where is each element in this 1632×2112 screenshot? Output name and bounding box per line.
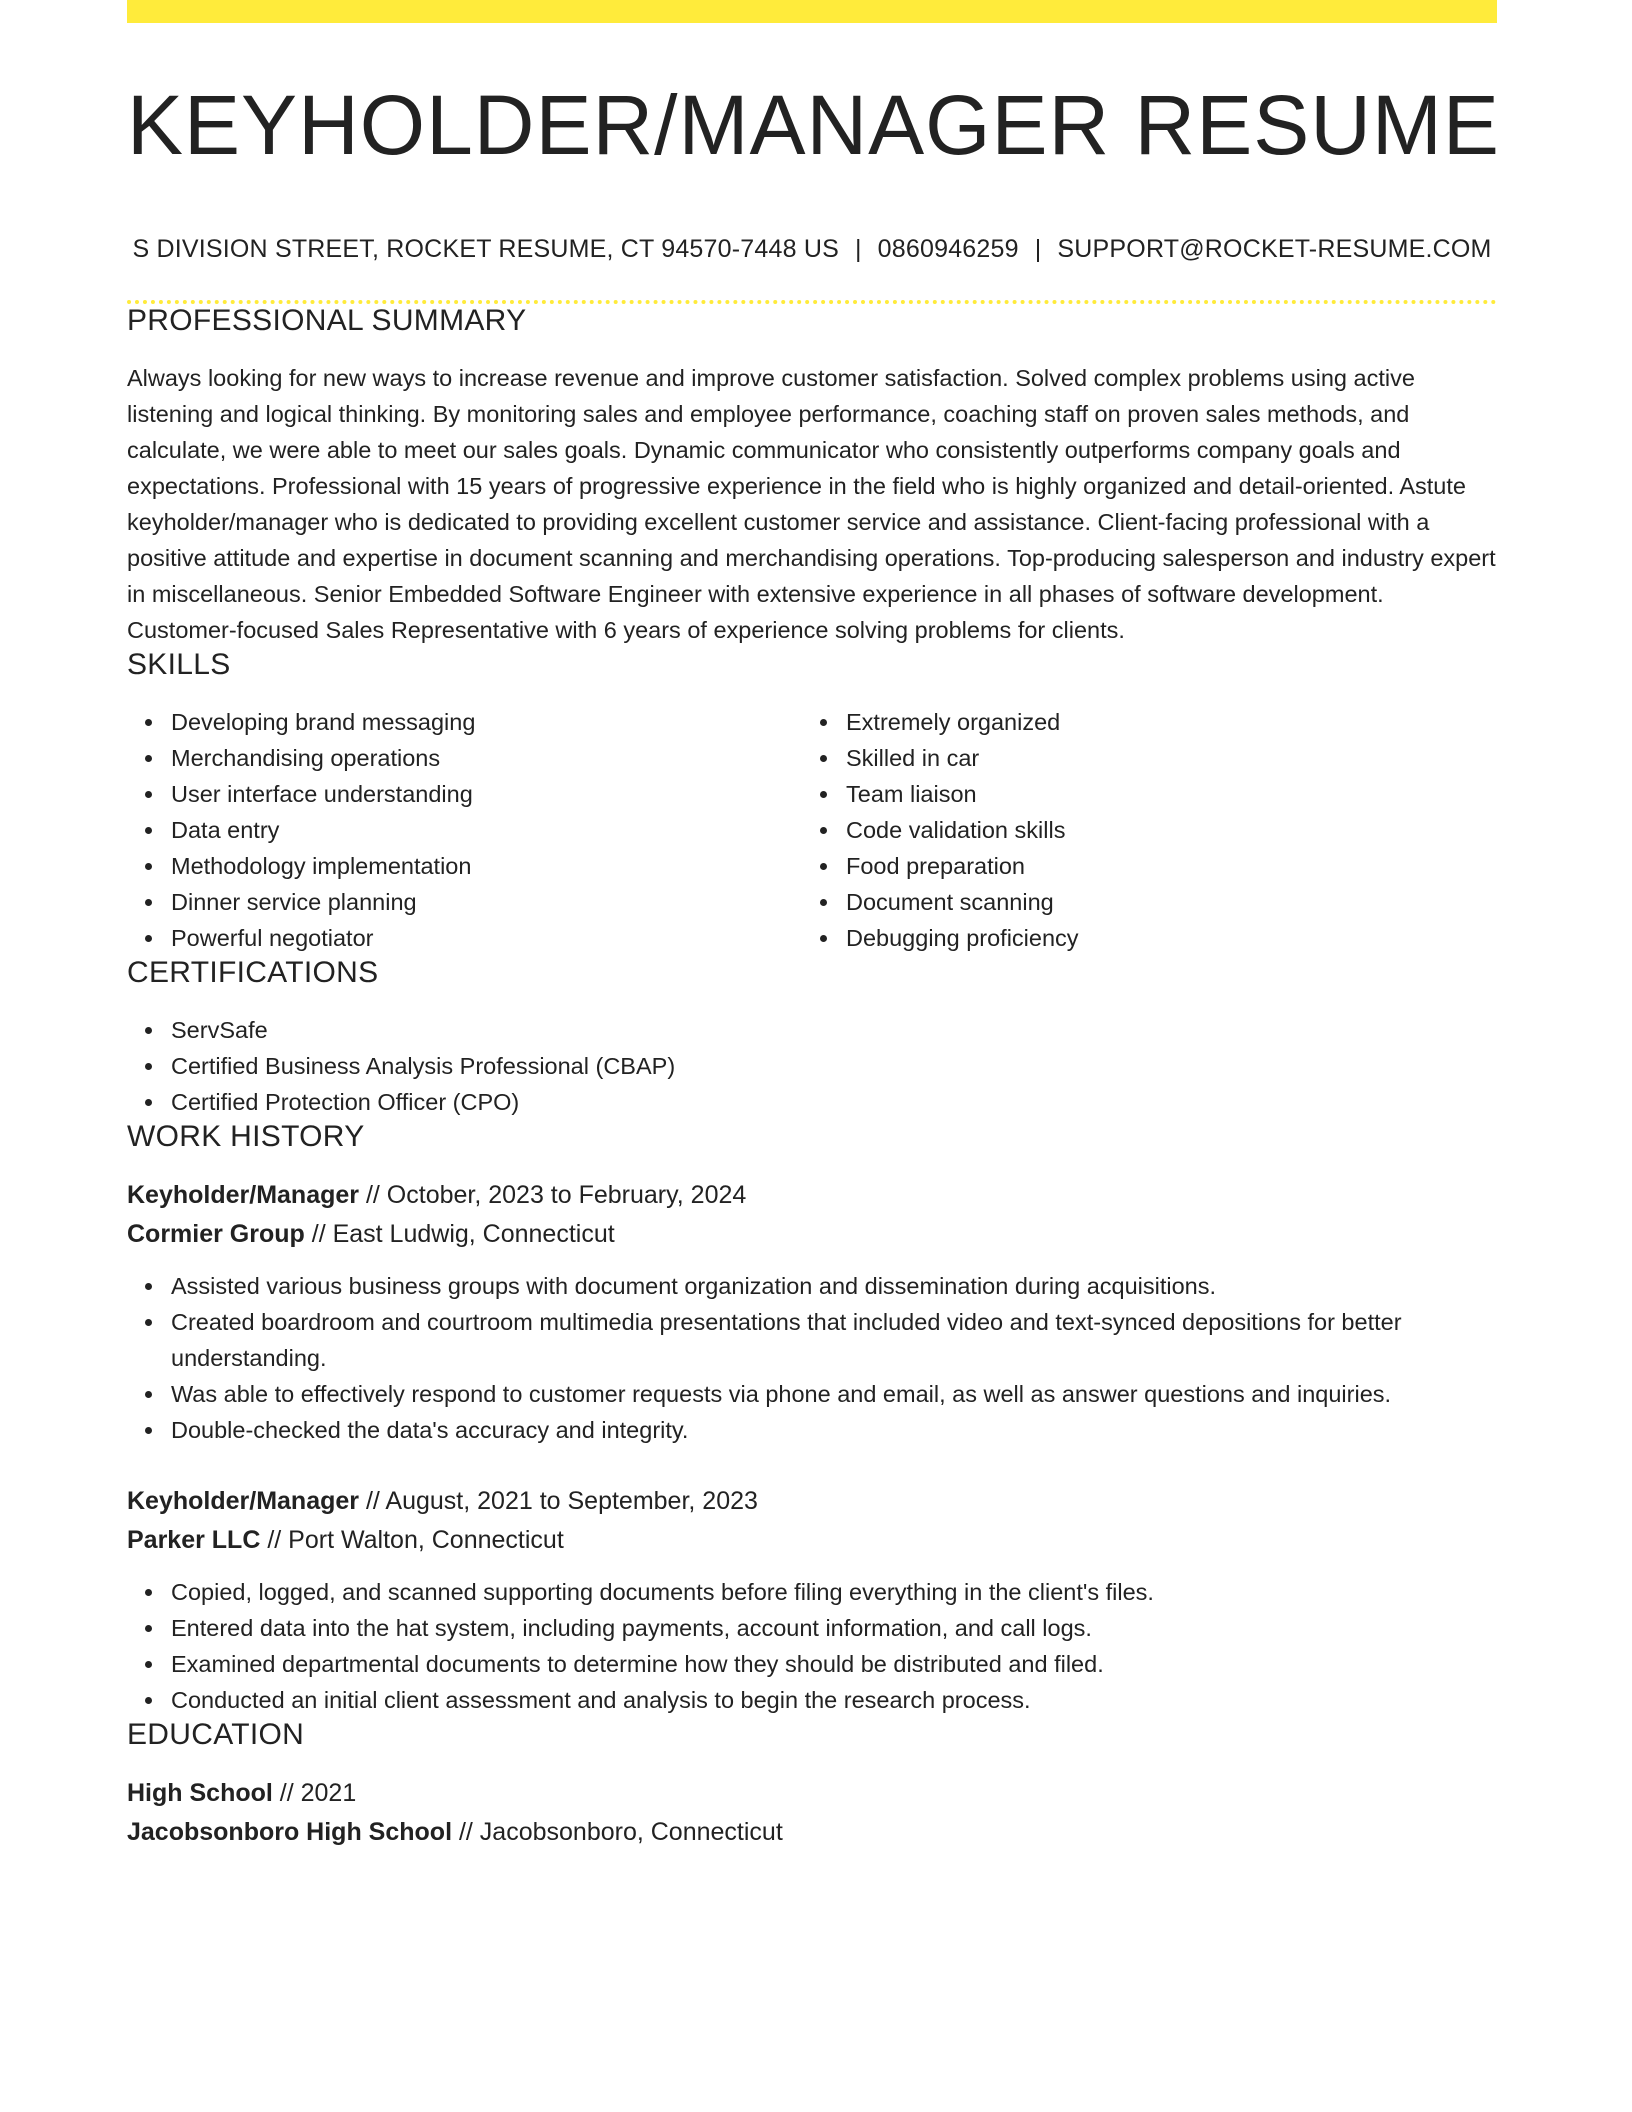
education-degree-line [127,1774,1497,1813]
summary-text: Always looking for new ways to increase revenue and improve customer satisfaction. Solved complex problems using active listening and logical thinking. By monitoring sales and employee performance, coaching staff on proven sales methods, and calculate, we were able to meet our sales goals. Dynamic communicator who consistently outperforms company goals and expectations. Professional with 15 years of progressive experience in the field who is highly organized and detail-oriented. Astute keyholder/manager who is dedicated to providing excellent customer service and assistance. Client-facing professional with a positive attitude and expertise in document scanning and merchandising operations. Top-producing salesperson and industry expert in miscellaneous. Senior Embedded Software Engineer with extensive experience in all phases of software development. Customer-focused Sales Representative with 6 years of experience solving problems for clients. [127,365,1496,643]
accent-bar [127,0,1497,23]
contact-separator: | [1034,235,1042,263]
skills-list-right [802,704,1477,956]
summary-heading: PROFESSIONAL SUMMARY [127,304,527,337]
education-location: // Jacobsonboro, Connecticut [452,1818,783,1846]
education-school: Jacobsonboro High School [127,1818,453,1846]
education-heading: EDUCATION [127,1718,305,1751]
contact-separator: | [854,235,862,263]
job-duty: Double-checked the data's accuracy and integrity. [171,1412,1497,1448]
job-duties-list [127,1574,1497,1718]
skills-heading: SKILLS [127,648,231,681]
education-entry [127,1774,1497,1852]
job-location: // East Ludwig, Connecticut [304,1220,615,1248]
certification-item: ServSafe [171,1012,1497,1048]
certifications-list [127,1012,1497,1120]
skill-item: Document scanning [846,884,1477,920]
job-company: Parker LLC [127,1526,261,1554]
job-location: // Port Walton, Connecticut [260,1526,564,1554]
contact-line [127,235,1497,264]
job-duty: Created boardroom and courtroom multimedia presentations that included video and text-synced depositions for better understanding. [171,1304,1497,1376]
skill-item: Skilled in car [846,740,1477,776]
skill-item: Food preparation [846,848,1477,884]
contact-email: SUPPORT@ROCKET-RESUME.COM [1057,235,1492,263]
job-dates: // August, 2021 to September, 2023 [359,1487,758,1515]
job-duty: Entered data into the hat system, including payments, account information, and call logs. [171,1610,1497,1646]
skills-column-left [127,704,802,956]
job-entry [127,1482,1497,1718]
job-title: Keyholder/Manager [127,1487,360,1515]
skill-item: User interface understanding [171,776,802,812]
skill-item: Methodology implementation [171,848,802,884]
skills-list-left [127,704,802,956]
certifications-heading: CERTIFICATIONS [127,956,379,989]
job-company: Cormier Group [127,1220,305,1248]
job-title: Keyholder/Manager [127,1181,360,1209]
skill-item: Powerful negotiator [171,920,802,956]
contact-phone: 0860946259 [877,235,1019,263]
job-entry [127,1176,1497,1448]
resume-title: KEYHOLDER/MANAGER RESUME [127,78,1500,172]
certification-item: Certified Business Analysis Professional (CBAP) [171,1048,1497,1084]
contact-address: S DIVISION STREET, ROCKET RESUME, CT 94570-7448 US [132,235,839,263]
job-duties-list [127,1268,1497,1448]
skill-item: Data entry [171,812,802,848]
skill-item: Dinner service planning [171,884,802,920]
skill-item: Merchandising operations [171,740,802,776]
job-title-line [127,1176,1497,1215]
job-company-line [127,1215,1497,1254]
skill-item: Debugging proficiency [846,920,1477,956]
certification-item: Certified Protection Officer (CPO) [171,1084,1497,1120]
job-company-line [127,1521,1497,1560]
job-duty: Examined departmental documents to determine how they should be distributed and filed. [171,1646,1497,1682]
education-degree: High School [127,1779,273,1807]
work-history-heading: WORK HISTORY [127,1120,365,1153]
job-duty: Assisted various business groups with document organization and dissemination during acquisitions. [171,1268,1497,1304]
job-duty: Was able to effectively respond to customer requests via phone and email, as well as answer questions and inquiries. [171,1376,1497,1412]
education-school-line [127,1813,1497,1852]
skill-item: Team liaison [846,776,1477,812]
education-year: // 2021 [272,1779,357,1807]
job-title-line [127,1482,1497,1521]
job-duty: Copied, logged, and scanned supporting documents before filing everything in the client's files. [171,1574,1497,1610]
job-duty: Conducted an initial client assessment and analysis to begin the research process. [171,1682,1497,1718]
skills-columns [127,704,1497,956]
skill-item: Extremely organized [846,704,1477,740]
skill-item: Code validation skills [846,812,1477,848]
resume-page [127,0,1500,1852]
job-dates: // October, 2023 to February, 2024 [359,1181,747,1209]
skill-item: Developing brand messaging [171,704,802,740]
skills-column-right [802,704,1477,956]
